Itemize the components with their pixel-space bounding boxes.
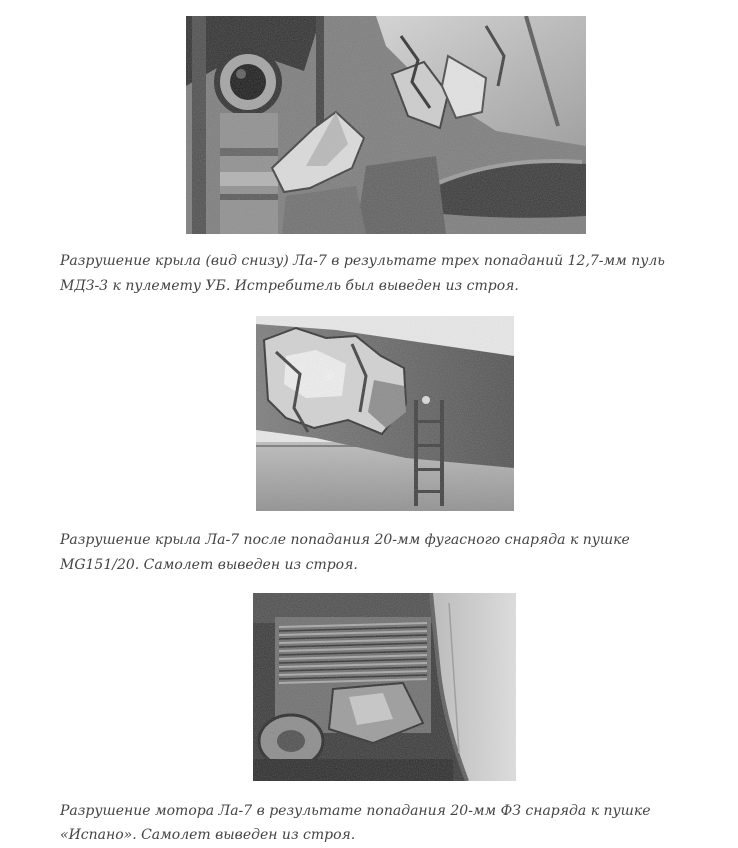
photo-wing-damage-underside <box>186 16 586 234</box>
caption-line: MG151/20. Самолет выведен из строя. <box>60 556 358 573</box>
caption-line: Разрушение крыла (вид снизу) Ла-7 в результате трех попаданий 12,7-мм пуль <box>60 253 665 269</box>
photo-wing-damage-20mm <box>256 316 514 511</box>
caption-wing-damage-underside <box>60 249 720 298</box>
caption-line: «Испано». Самолет выведен из строя. <box>60 827 356 843</box>
caption-line: Разрушение крыла Ла-7 после попадания 20-мм фугасного снаряда к пушке <box>60 532 630 548</box>
caption-engine-damage <box>60 799 720 847</box>
caption-line: МДЗ-3 к пулемету УБ. Истребитель был выведен из строя. <box>60 277 519 294</box>
caption-line: Разрушение мотора Ла-7 в результате попадания 20-мм ФЗ снаряда к пушке <box>60 803 651 819</box>
caption-wing-damage-20mm <box>60 528 720 577</box>
photo-engine-damage <box>253 593 516 781</box>
